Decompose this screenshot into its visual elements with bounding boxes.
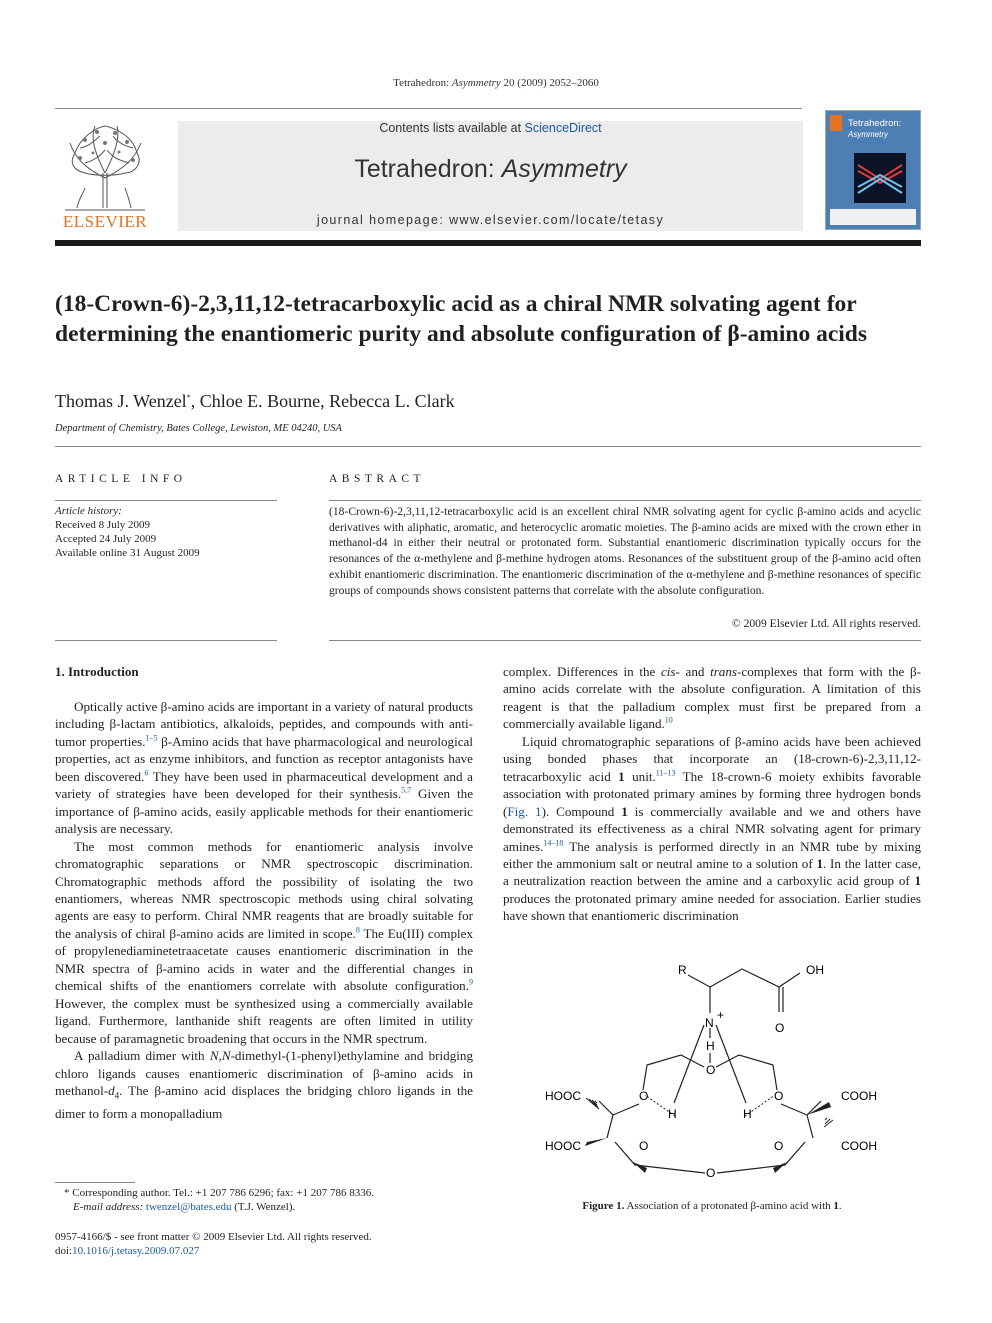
reference-link[interactable]: 1–5 bbox=[145, 733, 158, 743]
figure-label-cooh-2: COOH bbox=[841, 1139, 877, 1153]
intro-paragraph-3-continued: complex. Differences in the cis- and trans-complexes that form with the β-amino acids correlate with the absolute configuration. A limitation of this reagent is that the palladium complex must first be prepared from a commercially available ligand.$^{10}$ bbox=[503, 664, 921, 732]
reference-link[interactable]: 14–18 bbox=[543, 838, 564, 848]
reference-link[interactable]: 8 bbox=[355, 925, 360, 935]
corresponding-author-mark[interactable]: * bbox=[186, 393, 191, 402]
intro-paragraph-2: The most common methods for enantiomeric analysis involve chromatographic separations or NMR spectroscopic discrimination. Chromatographic methods afford the possibility of isolating the two enantiomers, whereas NMR spectroscopic methods using chiral solvating agents are easy to perform. Chiral NMR reagents that are broadly suitable for the analysis of chiral β-amino acids are limited in scope.$^8$ The Eu(III) complex of propylenediaminetetraacetate causes enantiomeric discrimination in the NMR spectra of β-amino acids in water and the differential changes in chemical shifts of the enantiomers correlate with absolute configuration.$^9$ However, the complex must be synthesized using a commercially available ligand. Furthermore, lanthanide shift reagents are often limited in utility because of paramagnetic broadening that occurs in the NMR spectrum. bbox=[55, 838, 474, 1046]
author-link[interactable]: Thomas J. Wenzel bbox=[55, 391, 187, 411]
cover-subtitle: Asymmetry bbox=[848, 130, 888, 139]
article-history-label: Article history: bbox=[55, 505, 122, 517]
body-column-right bbox=[503, 663, 921, 925]
figure-label-o-bottom-left: O bbox=[639, 1139, 649, 1153]
abstract-heading: ABSTRACT bbox=[329, 473, 426, 485]
issn-line: 0957-4166/$ - see front matter © 2009 Elsevier Ltd. All rights reserved. bbox=[55, 1231, 372, 1243]
figure-label-n: N bbox=[705, 1016, 714, 1030]
figure-label-o-right: O bbox=[774, 1089, 784, 1103]
email-footnote: E-mail address: twenzel@bates.edu (T.J. Wenzel). bbox=[73, 1201, 296, 1213]
received-date: Received 8 July 2009 bbox=[55, 519, 151, 531]
cover-title: Tetrahedron: bbox=[848, 118, 902, 129]
figure-label-carbonyl-o: O bbox=[775, 1021, 785, 1035]
author-affiliation: Department of Chemistry, Bates College, Lewiston, ME 04240, USA bbox=[55, 423, 342, 434]
journal-homepage-link[interactable]: journal homepage: www.elsevier.com/locate/tetasy bbox=[316, 213, 665, 227]
abstract-text: (18-Crown-6)-2,3,11,12-tetracarboxylic acid is an excellent chiral NMR solvating agent for cyclic β-amino acids and acyclic derivatives with aliphatic, aromatic, and heterocyclic aromatic moieties. The β-amino acids are mixed with the crown ether in methanol-d4 in either their neutral or protonated form. Substantial enantiomeric discrimination typically occurs for the resonances of the α-methylene and β-methine hydrogen atoms. Resonances of the substituent group of the β-amino acid often exhibit enantiomeric discrimination. The enantiomeric discrimination of the α-methylene and β-methine resonances of specific groups of compounds shows consistent patterns that correlate with the absolute configuration. bbox=[329, 505, 921, 597]
figure-label-o-top: O bbox=[706, 1063, 716, 1077]
figure-label-r: R bbox=[678, 963, 687, 977]
masthead-thick-rule bbox=[55, 240, 921, 246]
figure-link[interactable]: Fig. 1 bbox=[507, 803, 542, 819]
figure-label-plus: + bbox=[717, 1008, 725, 1022]
figure-label-hooc-1: HOOC bbox=[545, 1089, 581, 1103]
reference-link[interactable]: 11–13 bbox=[655, 768, 676, 778]
figure-label-oh: OH bbox=[806, 963, 824, 977]
figure-label-h-left: H bbox=[668, 1107, 677, 1121]
abstract-copyright: © 2009 Elsevier Ltd. All rights reserved. bbox=[731, 617, 921, 630]
header-rule bbox=[55, 108, 802, 109]
intro-paragraph-3: A palladium dimer with N,N-dimethyl-(1-phenyl)ethylamine and bridging chloro ligands causes enantiomeric discrimination of β-amino acids in methanol-$d_4$. The β-amino acid displaces the bridging chloro ligands in the dimer to form a monopalladium bbox=[55, 1048, 473, 1122]
corresponding-author-footnote: * Corresponding author. Tel.: +1 207 786 6296; fax: +1 207 786 8336. bbox=[64, 1187, 374, 1199]
elsevier-wordmark: ELSEVIER bbox=[62, 212, 148, 231]
figure-1-structure bbox=[535, 955, 895, 1185]
article-title: (18-Crown-6)-2,3,11,12-tetracarboxylic acid as a chiral NMR solvating agent for determining the enantiomeric purity and absolute configuration of β-amino acids bbox=[55, 291, 868, 347]
body-column-left bbox=[55, 698, 473, 1122]
journal-cover-thumbnail[interactable] bbox=[825, 110, 921, 230]
abstract-rule-bottom bbox=[329, 640, 921, 641]
online-date: Available online 31 August 2009 bbox=[55, 547, 200, 559]
abstract-rule-top bbox=[329, 500, 921, 501]
cover-footer bbox=[830, 209, 916, 225]
intro-paragraph-1: Optically active β-amino acids are important in a variety of natural products including β-lactam antibiotics, alkaloids, peptides, and compounds with anti-tumor properties.$^{1-5}$ β-Amino acids that have pharmacological and neurological properties, act as enzyme inhibitors, and function as receptor antagonists have been discovered.$^6$ They have been used in pharmaceutical development and a variety of strategies have been developed for their synthesis.$^{5,7}$ Given the importance of β-amino acids, easily applicable methods for their enantiomeric analysis are necessary. bbox=[55, 699, 474, 837]
reference-link[interactable]: 10 bbox=[664, 716, 673, 725]
cover-publisher-logo bbox=[830, 115, 842, 131]
author-list: Thomas J. Wenzel*, Chloe E. Bourne, Rebecca L. Clark bbox=[55, 391, 455, 411]
figure-label-o-bottom-right: O bbox=[774, 1139, 784, 1153]
sciencedirect-link[interactable]: ScienceDirect bbox=[524, 121, 602, 135]
reference-link[interactable]: 5,7 bbox=[401, 785, 412, 795]
article-info-heading: ARTICLE INFO bbox=[55, 473, 187, 485]
email-link[interactable]: twenzel@bates.edu bbox=[145, 1201, 232, 1213]
journal-title: Tetrahedron: Asymmetry bbox=[354, 155, 627, 183]
figure-label-o-bottom: O bbox=[706, 1166, 716, 1180]
journal-citation: Tetrahedron: Asymmetry 20 (2009) 2052–2060 bbox=[393, 77, 599, 89]
intro-paragraph-4: Liquid chromatographic separations of β-amino acids have been achieved using bonded phases that incorporate an (18-crown-6)-2,3,11,12-tetracarboxylic acid 1 unit.$^{11-13}$ The 18-crown-6 moiety exhibits favorable association with protonated primary amines by forming three hydrogen bonds (Fig. 1). Compound 1 is commercially available and we and others have demonstrated its effectiveness as a chiral NMR solvating agent for primary amines.$^{14-18}$ The analysis is performed directly in an NMR tube by mixing either the ammonium salt or neutral amine to a solution of 1. In the latter case, a neutralization reaction between the amine and a carboxylic acid group of 1 produces the protonated primary amine needed for association. Earlier studies have shown that enantiomeric discrimination bbox=[503, 733, 921, 924]
figure-1-caption: Figure 1. Association of a protonated β-amino acid with 1. bbox=[582, 1200, 842, 1212]
figure-label-o-left: O bbox=[639, 1089, 649, 1103]
figure-label-h-right: H bbox=[743, 1107, 752, 1121]
cover-artwork bbox=[854, 153, 906, 203]
reference-link[interactable]: 9 bbox=[469, 977, 473, 987]
accepted-date: Accepted 24 July 2009 bbox=[55, 533, 157, 545]
article-info-rule-bottom bbox=[55, 640, 277, 641]
section-heading-introduction: 1. Introduction bbox=[55, 664, 139, 679]
article-info-rule-top bbox=[55, 500, 277, 501]
contents-line: Contents lists available at ScienceDirect bbox=[379, 121, 602, 135]
figure-label-cooh-1: COOH bbox=[841, 1089, 877, 1103]
doi-link[interactable]: 10.1016/j.tetasy.2009.07.027 bbox=[72, 1245, 200, 1257]
reference-link[interactable]: 6 bbox=[144, 768, 149, 778]
footnote-rule bbox=[55, 1182, 135, 1183]
affiliation-rule bbox=[55, 446, 921, 447]
doi-line: doi:10.1016/j.tetasy.2009.07.027 bbox=[55, 1245, 200, 1257]
figure-label-hooc-2: HOOC bbox=[545, 1139, 581, 1153]
figure-label-h-top: H bbox=[706, 1039, 715, 1053]
